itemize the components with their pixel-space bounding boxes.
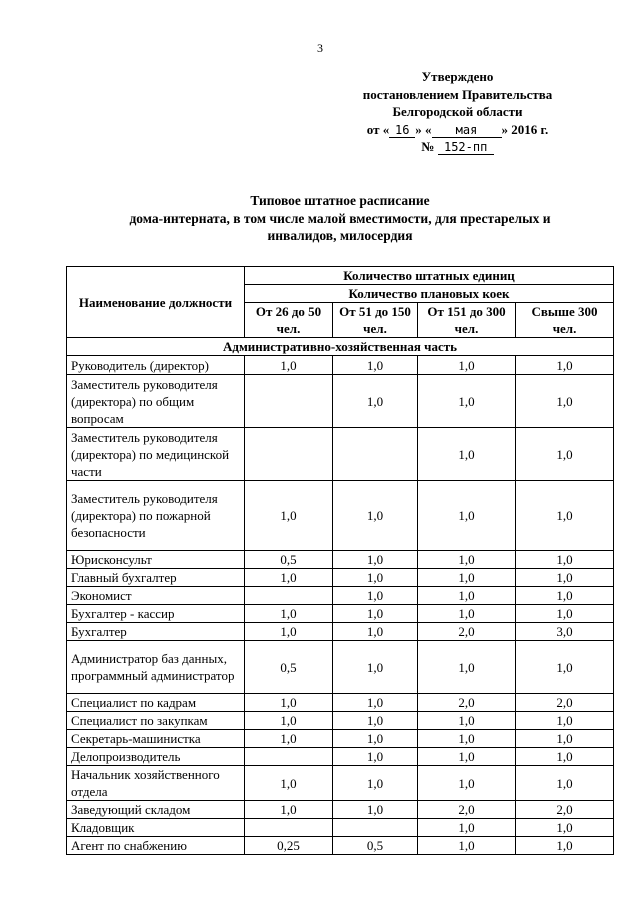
staff-units-value: 1,0 [516,819,614,837]
table-row [67,428,614,481]
number-prefix: № [421,139,435,154]
staff-units-value: 1,0 [418,766,516,801]
staff-units-value: 1,0 [333,605,418,623]
staff-units-value: 2,0 [418,801,516,819]
position-name: Специалист по кадрам [67,694,245,712]
table-row [67,837,614,855]
staff-units-value: 1,0 [418,712,516,730]
staff-units-value: 1,0 [333,801,418,819]
beds-range-header: От 26 до 50 чел. [245,303,333,338]
date-mid: » « [415,121,432,137]
table-row [67,623,614,641]
table-row [67,641,614,694]
table-row [67,748,614,766]
staff-units-value [245,375,333,428]
staff-units-value: 1,0 [333,694,418,712]
staffing-table [66,266,614,855]
position-name: Заместитель руководителя (директора) по общим вопросам [67,375,245,428]
staff-units-value: 1,0 [418,551,516,569]
title-line-1: Типовое штатное расписание [250,193,430,208]
approval-date [330,121,585,139]
staff-units-value: 3,0 [516,623,614,641]
staff-units-value: 1,0 [516,730,614,748]
table-row [67,605,614,623]
table-row [67,712,614,730]
position-name: Бухгалтер - кассир [67,605,245,623]
table-row [67,766,614,801]
position-name: Заведующий складом [67,801,245,819]
staff-units-value [245,748,333,766]
staff-units-value: 1,0 [418,819,516,837]
table-row [67,356,614,375]
staff-units-value: 1,0 [333,712,418,730]
table-row [67,819,614,837]
staff-units-value: 1,0 [418,837,516,855]
position-name: Специалист по закупкам [67,712,245,730]
staff-units-value [245,428,333,481]
beds-range-header: Свыше 300 чел. [516,303,614,338]
table-row [67,694,614,712]
staff-units-value: 1,0 [516,587,614,605]
staff-units-value: 1,0 [245,694,333,712]
beds-header: Количество плановых коек [245,285,614,303]
position-name: Главный бухгалтер [67,569,245,587]
staff-units-value: 1,0 [333,481,418,551]
staff-units-value: 1,0 [333,748,418,766]
document-title [70,192,610,245]
staff-units-value: 1,0 [245,712,333,730]
table-row [67,801,614,819]
position-name: Заместитель руководителя (директора) по медицинской части [67,428,245,481]
date-prefix: от « [366,121,390,137]
staff-units-header: Количество штатных единиц [245,267,614,285]
staff-units-value: 1,0 [418,569,516,587]
beds-range-header: От 51 до 150 чел. [333,303,418,338]
staff-units-value: 1,0 [516,569,614,587]
staff-units-value: 1,0 [516,375,614,428]
staff-units-value: 1,0 [516,481,614,551]
staff-units-value: 2,0 [516,801,614,819]
staff-units-value: 1,0 [333,641,418,694]
staff-units-value: 1,0 [245,623,333,641]
position-name: Агент по снабжению [67,837,245,855]
staff-units-value: 1,0 [418,605,516,623]
handwritten-day: 16 [389,124,415,138]
staff-units-value: 1,0 [333,766,418,801]
staff-units-value: 0,5 [245,551,333,569]
position-name: Экономист [67,587,245,605]
staff-units-value: 1,0 [245,730,333,748]
staff-units-value [333,428,418,481]
position-name: Кладовщик [67,819,245,837]
staff-units-value [245,819,333,837]
staff-units-value: 1,0 [245,801,333,819]
staff-units-value: 1,0 [333,623,418,641]
staff-units-value: 1,0 [418,481,516,551]
staff-units-value: 1,0 [245,605,333,623]
position-name: Бухгалтер [67,623,245,641]
approval-line-2: постановлением Правительства [362,86,553,102]
staff-units-value: 1,0 [333,375,418,428]
section-header: Административно-хозяйственная часть [67,338,614,356]
staff-units-value: 1,0 [333,569,418,587]
staff-units-value: 1,0 [245,481,333,551]
staff-units-value: 1,0 [418,587,516,605]
approval-line-1: Утверждено [421,69,494,84]
staff-units-value: 1,0 [516,551,614,569]
staff-units-value: 2,0 [418,694,516,712]
staff-units-value: 1,0 [245,766,333,801]
staff-units-value: 1,0 [245,569,333,587]
staff-units-value: 1,0 [418,356,516,375]
staff-units-value: 1,0 [516,641,614,694]
staff-units-value: 0,25 [245,837,333,855]
staff-units-value: 1,0 [333,587,418,605]
staff-units-value: 1,0 [516,766,614,801]
position-name: Делопроизводитель [67,748,245,766]
staff-units-value: 1,0 [418,748,516,766]
table-row [67,587,614,605]
staff-units-value: 2,0 [418,623,516,641]
beds-range-header: От 151 до 300 чел. [418,303,516,338]
staff-units-value [333,819,418,837]
table-row [67,569,614,587]
position-name: Руководитель (директор) [67,356,245,375]
title-line-2: дома-интерната, в том числе малой вместимости, для престарелых и [129,210,551,226]
table-row [67,481,614,551]
staff-units-value: 1,0 [516,748,614,766]
staff-units-value: 0,5 [333,837,418,855]
handwritten-month: мая [432,124,502,138]
staff-units-value: 1,0 [516,356,614,375]
date-suffix: » 2016 г. [501,121,549,137]
table-row [67,375,614,428]
staff-units-value: 1,0 [418,641,516,694]
position-name: Администратор баз данных, программный администратор [67,641,245,694]
staff-units-value: 1,0 [418,375,516,428]
staff-units-value: 1,0 [516,605,614,623]
approval-number [330,138,585,156]
handwritten-number: 152-пп [438,141,494,155]
approval-line-3: Белгородской области [392,104,523,119]
staff-units-value [245,587,333,605]
position-name: Заместитель руководителя (директора) по пожарной безопасности [67,481,245,551]
staff-units-value: 2,0 [516,694,614,712]
staff-units-value: 1,0 [418,428,516,481]
approval-block [330,68,585,156]
staff-units-value: 0,5 [245,641,333,694]
staff-units-value: 1,0 [333,730,418,748]
page-number: 3 [317,41,323,55]
staff-units-value: 1,0 [516,837,614,855]
table-row [67,730,614,748]
staff-units-value: 1,0 [516,712,614,730]
staff-units-value: 1,0 [245,356,333,375]
position-column-header: Наименование должности [67,267,245,338]
position-name: Юрисконсульт [67,551,245,569]
position-name: Секретарь-машинистка [67,730,245,748]
title-line-3: инвалидов, милосердия [267,228,413,243]
staff-units-value: 1,0 [418,730,516,748]
staff-units-value: 1,0 [333,356,418,375]
table-row [67,551,614,569]
staff-units-value: 1,0 [516,428,614,481]
position-name: Начальник хозяйственного отдела [67,766,245,801]
staff-units-value: 1,0 [333,551,418,569]
